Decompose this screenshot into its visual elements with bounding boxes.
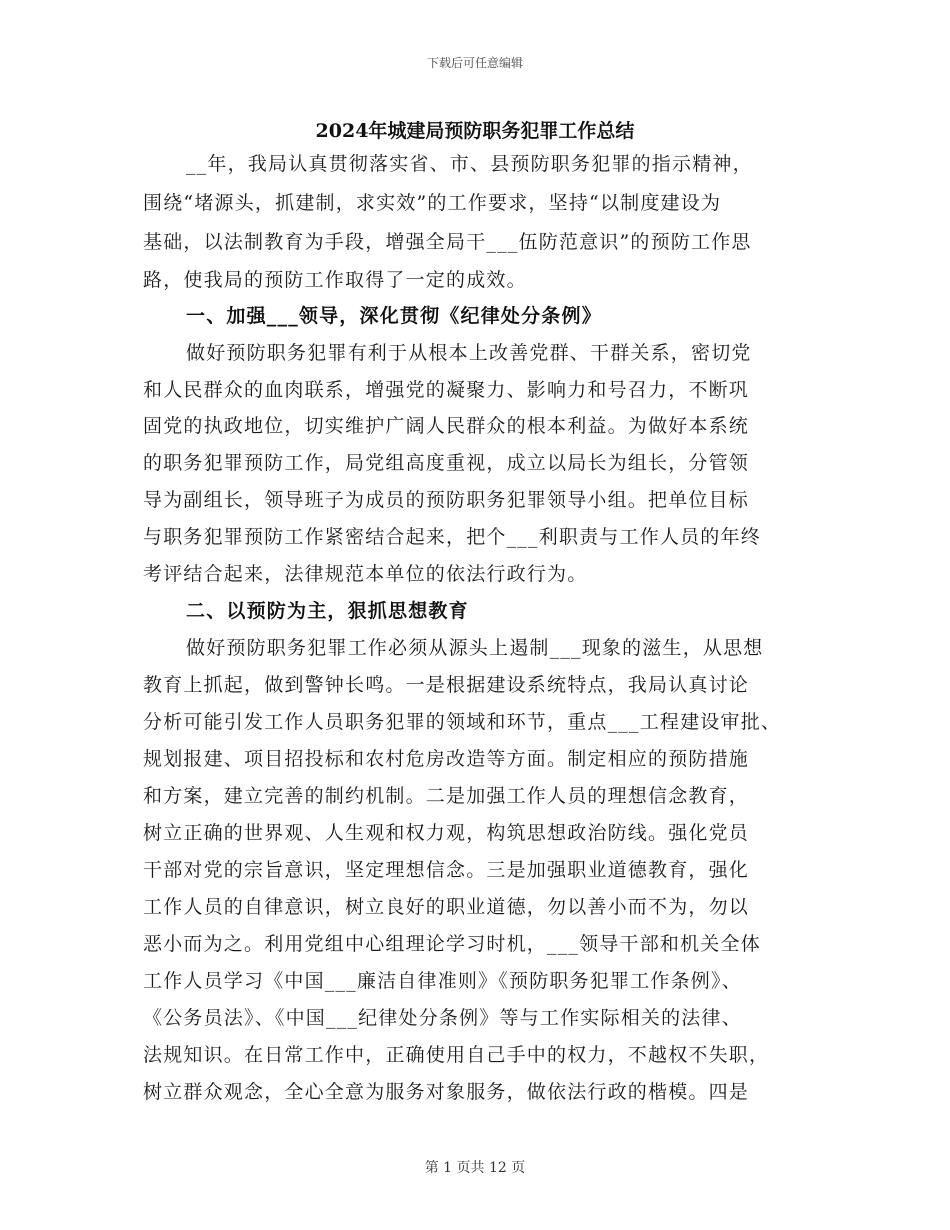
body-line: 《公务员法》、《中国___纪律处分条例》等与工作实际相关的法律、 <box>143 1007 742 1029</box>
body-line: __年，我局认真贯彻落实省、市、县预防职务犯罪的指示精神， <box>186 153 753 175</box>
body-line: 导为副组长，领导班子为成员的预防职务犯罪领导小组。把单位目标 <box>143 489 750 511</box>
body-line: 与职务犯罪预防工作紧密结合起来，把个___利职责与工作人员的年终 <box>143 526 761 548</box>
body-line: 固党的执政地位，切实维护广阔人民群众的根本利益。为做好本系统 <box>143 415 750 437</box>
body-line: 分析可能引发工作人员职务犯罪的领域和环节，重点___工程建设审批、 <box>143 711 782 733</box>
body-line: 树立群众观念，全心全意为服务对象服务，做依法行政的楷模。四是 <box>143 1081 750 1103</box>
body-line: 工作人员的自律意识，树立良好的职业道德，勿以善小而不为，勿以 <box>143 896 750 918</box>
body-line: 法规知识。在日常工作中，正确使用自己手中的权力，不越权不失职， <box>143 1044 770 1066</box>
body-line: 考评结合起来，法律规范本单位的依法行政行为。 <box>143 563 588 585</box>
page-number: 第 1 页共 12 页 <box>424 1160 526 1176</box>
body-line: 的职务犯罪预防工作，局党组高度重视，成立以局长为组长，分管领 <box>143 452 750 474</box>
body-line: 基础，以法制教育为手段，增强全局干___伍防范意识”的预防工作思 <box>143 231 752 253</box>
body-line: 和人民群众的血肉联系，增强党的凝聚力、影响力和号召力，不断巩 <box>143 379 750 401</box>
body-line: 路，使我局的预防工作取得了一定的成效。 <box>143 269 527 291</box>
body-line: 树立正确的世界观、人生观和权力观，构筑思想政治防线。强化党员 <box>143 822 750 844</box>
body-line: 规划报建、项目招投标和农村危房改造等方面。制定相应的预防措施 <box>143 748 750 770</box>
body-line: 教育上抓起，做到警钟长鸣。一是根据建设系统特点，我局认真讨论 <box>143 674 750 696</box>
body-line: 工作人员学习《中国___廉洁自律准则》《预防职务犯罪工作条例》、 <box>143 970 742 992</box>
body-line: 干部对党的宗旨意识，坚定理想信念。三是加强职业道德教育，强化 <box>143 859 750 881</box>
section-heading: 二、以预防为主，狠抓思想教育 <box>186 600 469 622</box>
page-header: 下载后可任意编辑 <box>426 56 523 70</box>
document-title: 2024年城建局预防职务犯罪工作总结 <box>315 120 635 142</box>
body-line: 围绕“堵源头，抓建制，求实效”的工作要求，坚持“以制度建设为 <box>143 192 722 214</box>
body-line: 和方案，建立完善的制约机制。二是加强工作人员的理想信念教育， <box>143 785 750 807</box>
section-heading: 一、加强___领导，深化贯彻《纪律处分条例》 <box>186 305 602 327</box>
body-line: 做好预防职务犯罪工作必须从源头上遏制___现象的滋生，从思想 <box>186 637 764 659</box>
body-line: 恶小而为之。利用党组中心组理论学习时机，___领导干部和机关全体 <box>143 933 761 955</box>
body-line: 做好预防职务犯罪有利于从根本上改善党群、干群关系，密切党 <box>186 342 752 364</box>
